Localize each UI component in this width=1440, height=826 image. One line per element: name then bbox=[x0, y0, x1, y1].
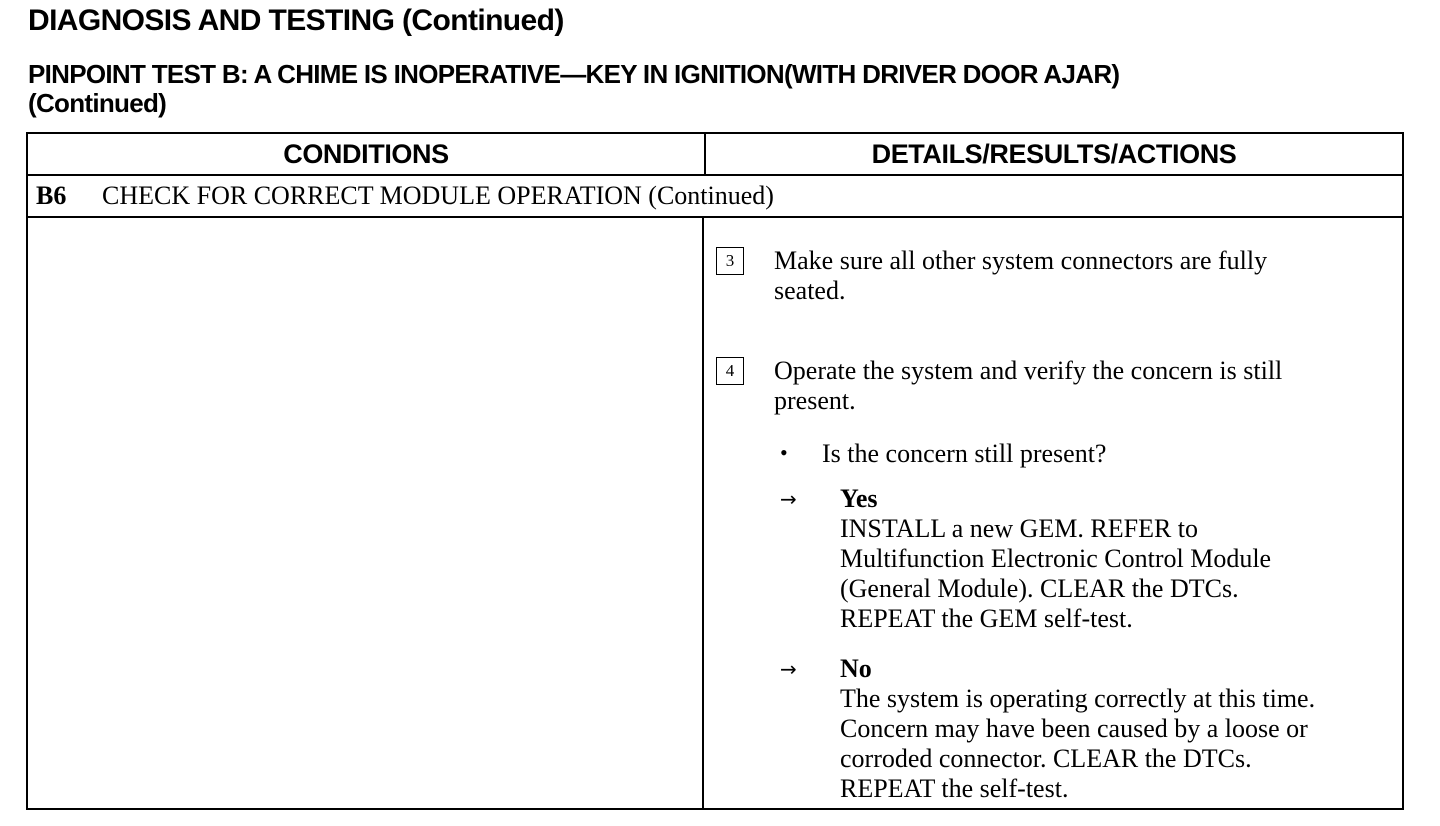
yes-label: Yes bbox=[840, 484, 878, 513]
yes-line: INSTALL a new GEM. REFER to bbox=[840, 514, 1199, 543]
step-number-box-3: 3 bbox=[716, 247, 744, 275]
item3-line1: Make sure all other system connectors are fully bbox=[774, 246, 1268, 275]
no-line: REPEAT the self-test. bbox=[840, 774, 1069, 803]
conditions-cell bbox=[28, 218, 702, 808]
no-label: No bbox=[840, 654, 872, 683]
no-line: The system is operating correctly at this time. bbox=[840, 684, 1316, 713]
table-header-row bbox=[28, 134, 1402, 176]
step-title: CHECK FOR CORRECT MODULE OPERATION (Continued) bbox=[102, 181, 774, 210]
no-line: corroded connector. CLEAR the DTCs. bbox=[840, 744, 1252, 773]
arrow-right-icon: → bbox=[780, 657, 797, 681]
item3-line2: seated. bbox=[774, 276, 846, 305]
pinpoint-test-title bbox=[28, 60, 1119, 118]
no-answer bbox=[840, 654, 1315, 804]
yes-line: (General Module). CLEAR the DTCs. bbox=[840, 574, 1239, 603]
bullet-icon: • bbox=[780, 440, 788, 465]
details-column-header: DETAILS/RESULTS/ACTIONS bbox=[871, 139, 1237, 169]
no-line: Concern may have been caused by a loose or bbox=[840, 714, 1308, 743]
pinpoint-test-table bbox=[26, 132, 1404, 810]
arrow-right-icon: → bbox=[780, 487, 797, 511]
pinpoint-test-title-line1: PINPOINT TEST B: A CHIME IS INOPERATIVE—KEY IN IGNITION(WITH DRIVER DOOR AJAR) bbox=[28, 59, 1120, 89]
pinpoint-test-title-line2: (Continued) bbox=[28, 88, 167, 118]
step-id: B6 bbox=[36, 181, 67, 210]
step-number-box-4: 4 bbox=[716, 357, 744, 385]
item4-text bbox=[774, 356, 1282, 416]
yes-answer bbox=[840, 484, 1271, 634]
conditions-column-header: CONDITIONS bbox=[283, 139, 449, 169]
item4-line2: present. bbox=[774, 386, 856, 415]
question-text: Is the concern still present? bbox=[822, 439, 1107, 468]
yes-line: REPEAT the GEM self-test. bbox=[840, 604, 1133, 633]
item3-text bbox=[774, 246, 1267, 306]
page-title: DIAGNOSIS AND TESTING (Continued) bbox=[28, 4, 564, 37]
item4-line1: Operate the system and verify the concern is still bbox=[774, 356, 1283, 385]
body-column-divider bbox=[702, 218, 704, 808]
step-row bbox=[28, 176, 1402, 218]
yes-line: Multifunction Electronic Control Module bbox=[840, 544, 1272, 573]
